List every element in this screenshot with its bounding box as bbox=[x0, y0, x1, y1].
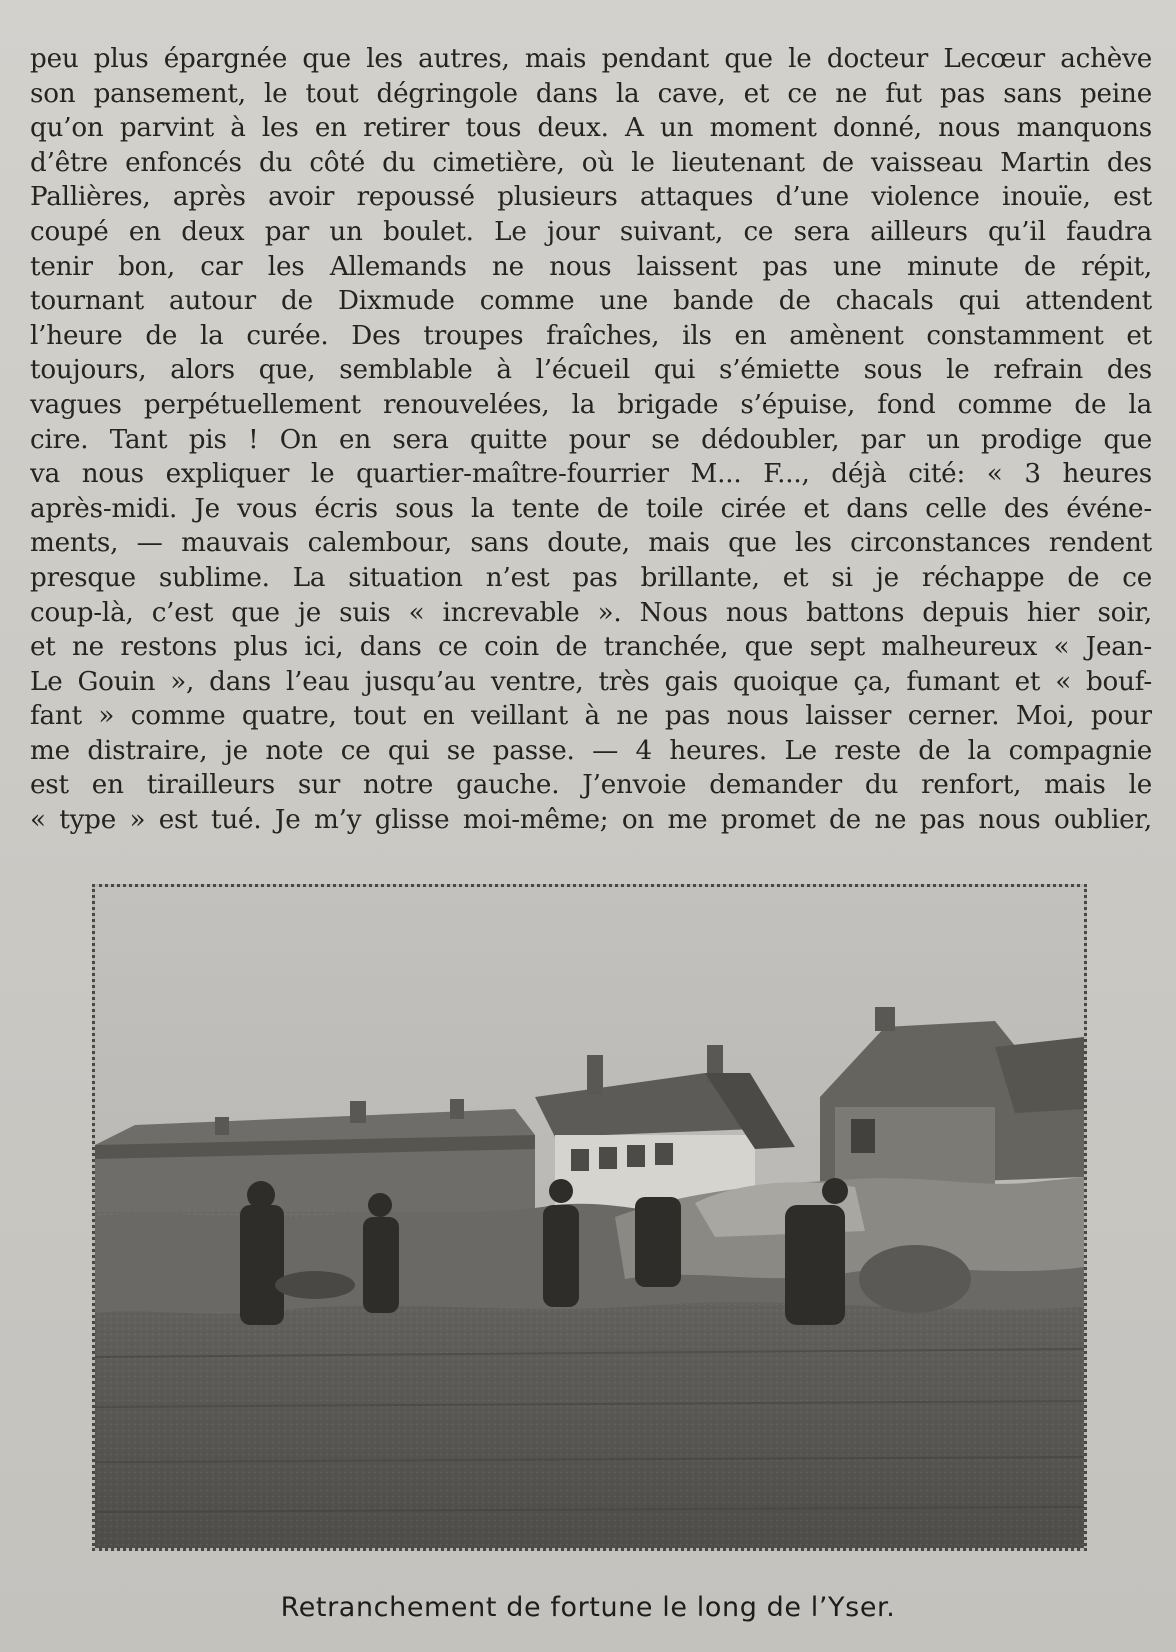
text-line: et ne restons plus ici, dans ce coin de tranchée, que sept malheureux « Jean- bbox=[30, 632, 1152, 663]
text-line: tournant autour de Dixmude comme une bande de chacals qui attendent bbox=[30, 286, 1152, 317]
text-line: peu plus épargnée que les autres, mais pendant que le docteur Lecœur achève bbox=[30, 44, 1152, 74]
text-line: Pallières, après avoir repoussé plusieurs attaques d’une violence inouïe, est bbox=[30, 182, 1152, 213]
text-line: « type » est tué. Je m’y glisse moi-même; on me promet de ne pas nous oublier, bbox=[30, 805, 1152, 836]
text-line: tenir bon, car les Allemands ne nous laissent pas une minute de répit, bbox=[30, 251, 1152, 282]
photo-illustration bbox=[95, 887, 1084, 1548]
text-line: coup-là, c’est que je suis « increvable ». Nous nous battons depuis hier soir, bbox=[30, 597, 1152, 628]
text-line: ments, — mauvais calembour, sans doute, mais que les circonstances rendent bbox=[30, 528, 1152, 559]
text-line: fant » comme quatre, tout en veillant à ne pas nous laisser cerner. Moi, pour bbox=[30, 701, 1152, 732]
text-line: son pansement, le tout dégringole dans la cave, et ce ne fut pas sans peine bbox=[30, 78, 1152, 109]
text-line: vagues perpétuellement renouvelées, la brigade s’épuise, fond comme de la bbox=[30, 389, 1152, 420]
text-line: Le Gouin », dans l’eau jusqu’au ventre, très gais quoique ça, fumant et « bouf- bbox=[30, 666, 1152, 697]
text-line: toujours, alors que, semblable à l’écueil qui s’émiette sous le refrain des bbox=[30, 355, 1152, 386]
text-line: coupé en deux par un boulet. Le jour suivant, ce sera ailleurs qu’il faudra bbox=[30, 216, 1152, 247]
text-line: qu’on parvint à les en retirer tous deux. A un moment donné, nous manquons bbox=[30, 113, 1152, 144]
text-line: presque sublime. La situation n’est pas brillante, et si je réchappe de ce bbox=[30, 562, 1152, 593]
text-line: d’être enfoncés du côté du cimetière, où le lieutenant de vaisseau Martin des bbox=[30, 147, 1152, 178]
text-line: me distraire, je note ce qui se passe. — 4 heures. Le reste de la compagnie bbox=[30, 735, 1152, 766]
text-line: l’heure de la curée. Des troupes fraîches, ils en amènent constamment et bbox=[30, 320, 1152, 351]
figure-caption: Retranchement de fortune le long de l’Yser. bbox=[280, 1592, 896, 1623]
text-line: après-midi. Je vous écris sous la tente de toile cirée et dans celle des événe- bbox=[30, 493, 1152, 524]
trench-photograph bbox=[92, 884, 1087, 1551]
text-line: est en tirailleurs sur notre gauche. J’envoie demander du renfort, mais le bbox=[30, 770, 1152, 801]
text-line: va nous expliquer le quartier-maître-fourrier M... F..., déjà cité: « 3 heures bbox=[30, 459, 1152, 490]
text-line: cire. Tant pis ! On en sera quitte pour se dédoubler, par un prodige que bbox=[30, 424, 1152, 455]
article-text bbox=[30, 42, 1152, 838]
